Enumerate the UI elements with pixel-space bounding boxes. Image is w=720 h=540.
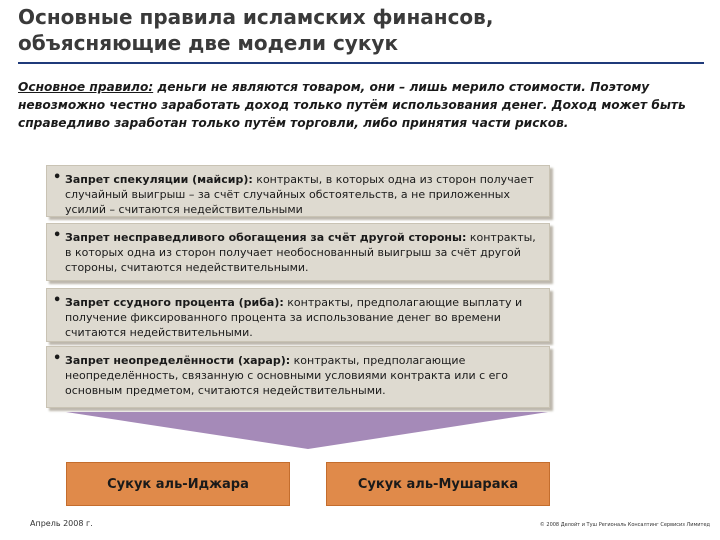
model-box-musharaka (326, 462, 550, 506)
rule-heading: Запрет ссудного процента (риба): (65, 296, 284, 309)
rule-text: контракты, в которых одна из сторон получает необоснованный выигрыш за счёт другой стороны, считаются недействительными. (65, 231, 536, 274)
intro-lead: Основное правило: (18, 80, 154, 94)
model-label-ijara: Сукук аль-Иджара (107, 476, 249, 492)
model-box-ijara (66, 462, 290, 506)
slide-title-line-2: объясняющие две модели сукук (18, 31, 399, 55)
bullet-icon: • (53, 170, 62, 185)
intro-text: деньги не являются товаром, они – лишь мерило стоимости. Поэтому невозможно честно заработать доход только путём использования денег. Доход может быть справедливо заработан только путём торговли, либо принятия части рисков. (18, 80, 686, 130)
bullet-icon: • (53, 351, 62, 366)
footer-date: Апрель 2008 г. (30, 519, 93, 528)
rule-heading: Запрет несправедливого обогащения за счёт другой стороны: (65, 231, 467, 244)
footer-copyright: © 2008 Делойт и Туш Региональ Консалтинг Сервисиз Лимитед (539, 522, 710, 528)
model-label-musharaka: Сукук аль-Мушарака (357, 476, 519, 492)
slide-title-line-1: Основные правила исламских финансов, (18, 5, 494, 29)
rule-text: контракты, предполагающие неопределённость, связанную с основными условиями контракта или с его основным предметом, считаются недействительными. (65, 354, 508, 397)
bullet-icon: • (53, 293, 62, 308)
rule-text: контракты, предполагающие выплату и получение фиксированного процента за использование денег во времени считаются недействительными. (65, 296, 523, 339)
rule-heading: Запрет неопределённости (харар): (65, 354, 291, 367)
rule-text: контракты, в которых одна из сторон получает случайный выигрыш – за счёт случайных обстоятельств, а не приложенных усилий – считаются недействительными (65, 173, 534, 216)
rule-heading: Запрет спекуляции (майсир): (65, 173, 253, 186)
arrow-shape (66, 412, 548, 449)
bullet-icon: • (53, 228, 62, 243)
